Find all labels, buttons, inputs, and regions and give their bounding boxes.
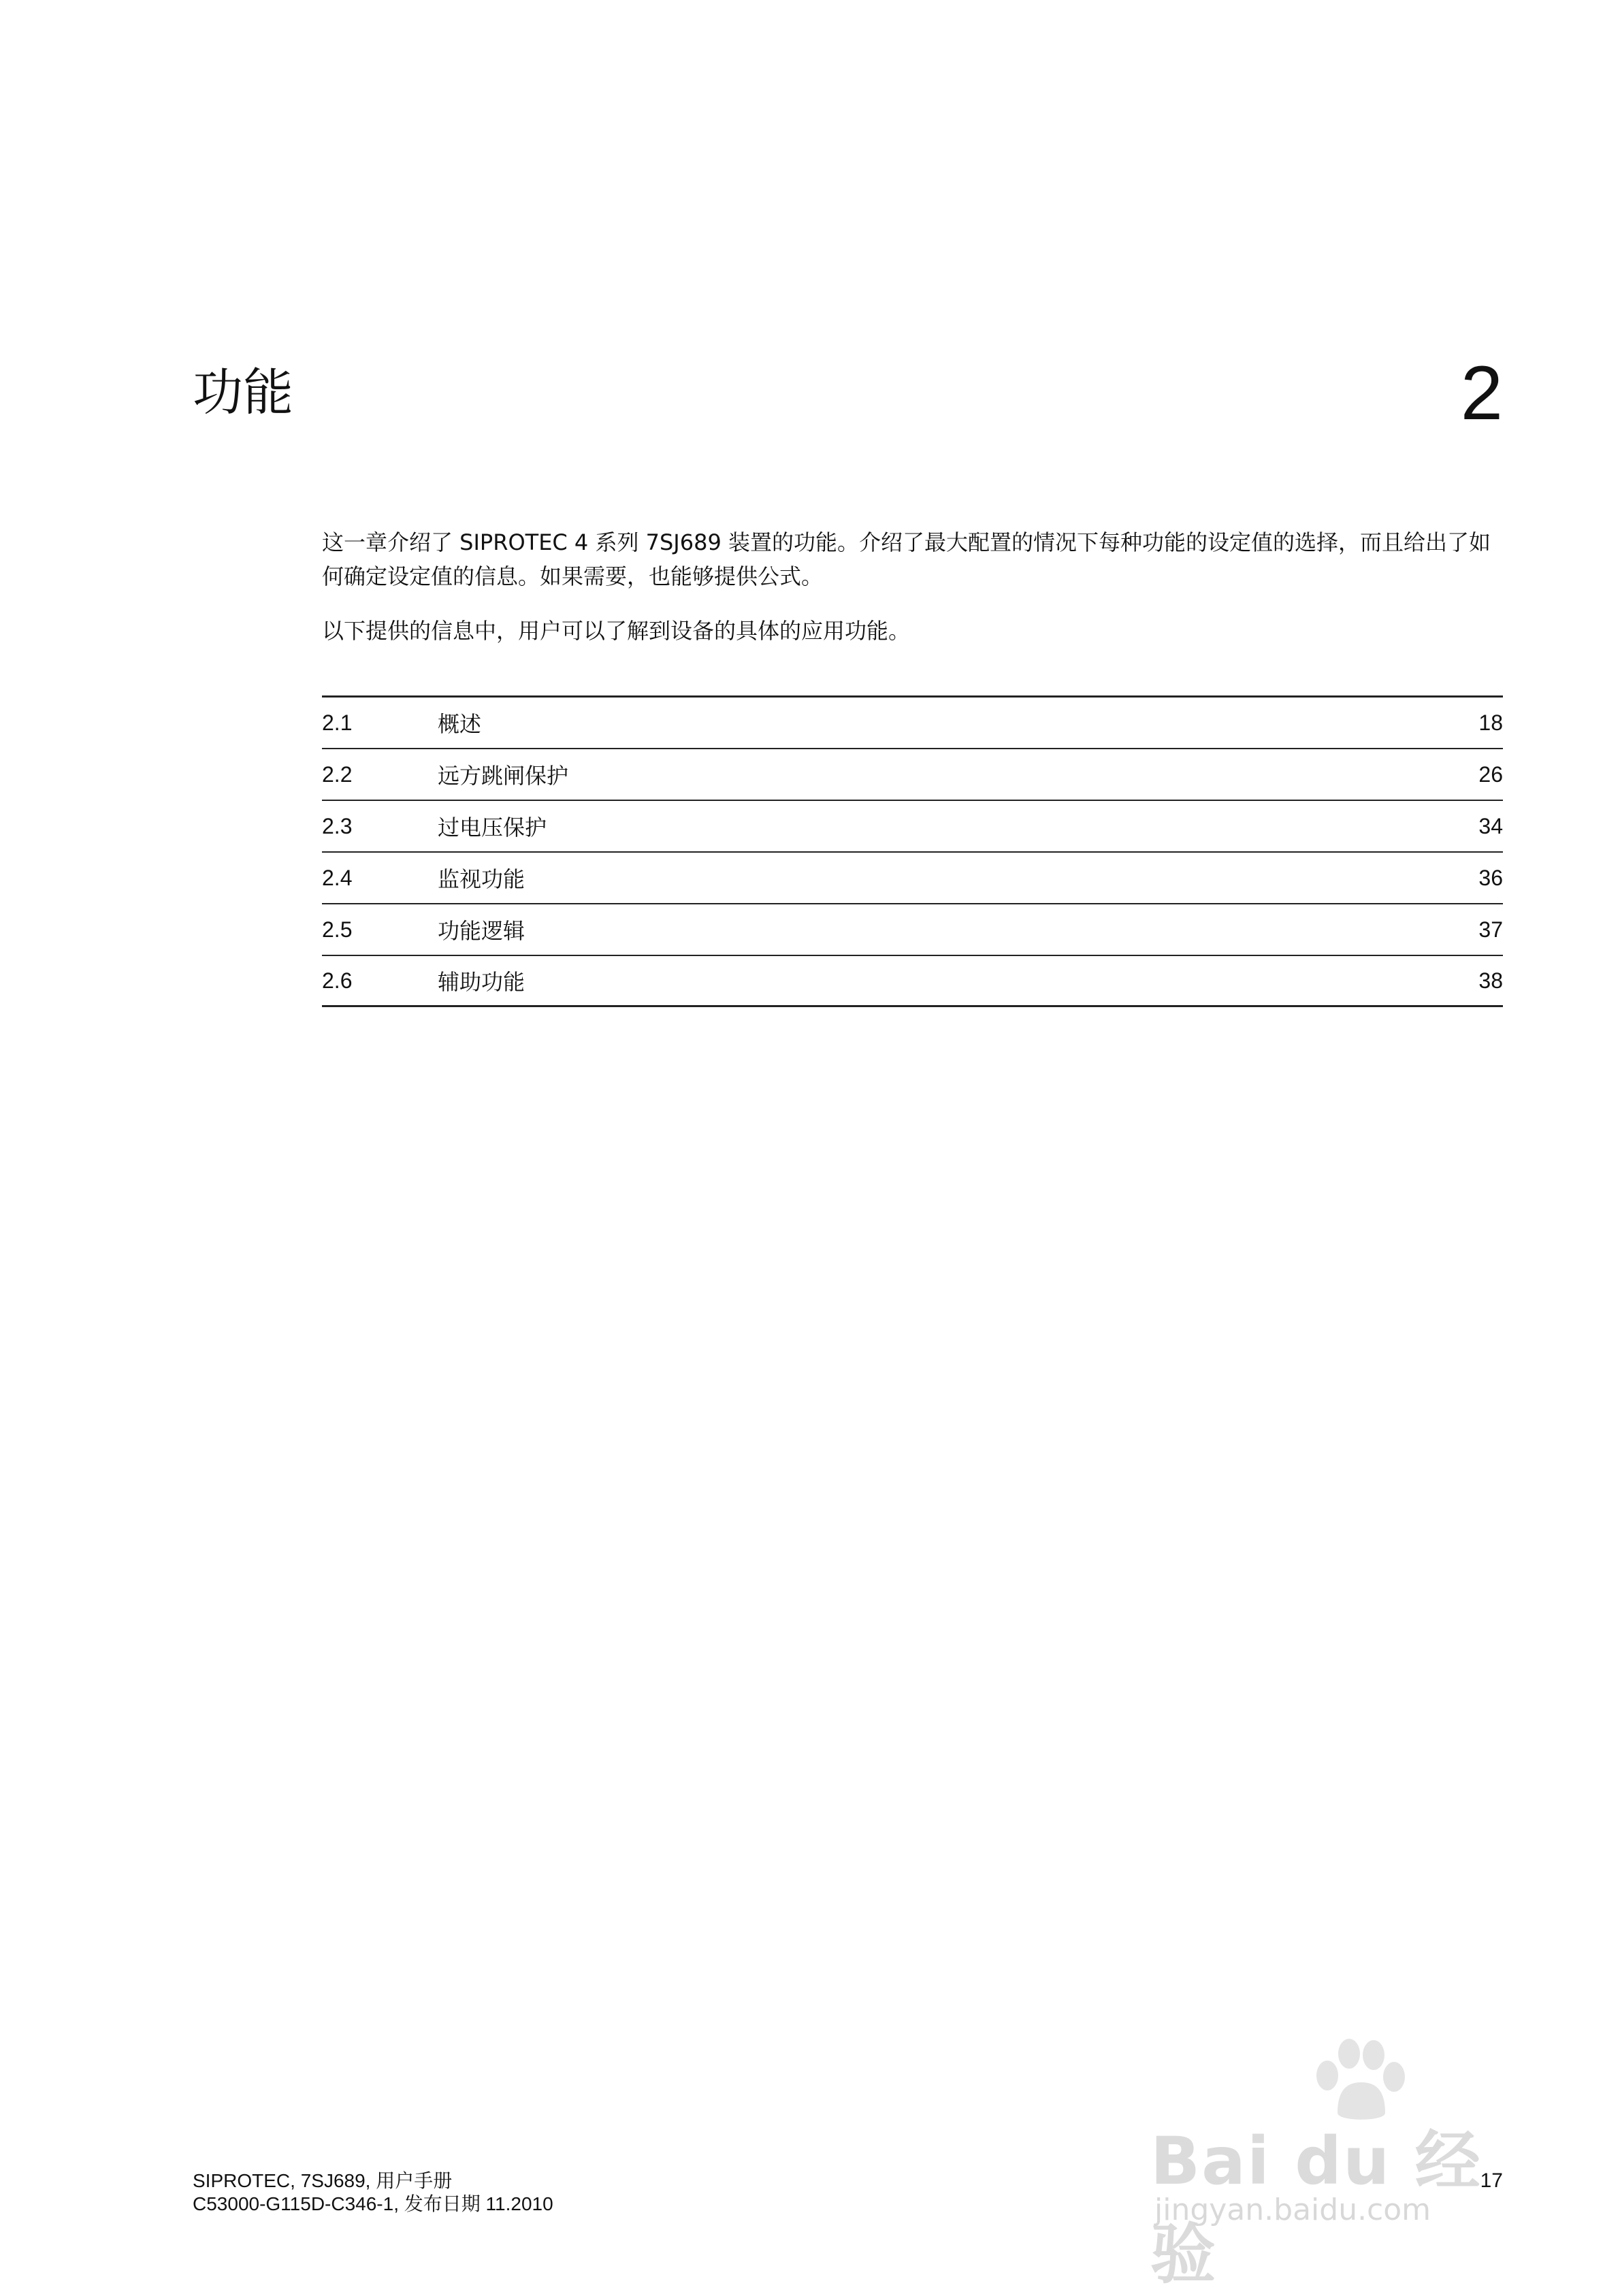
chapter-title: 功能 (193, 363, 293, 422)
toc-section-title: 功能逻辑 (438, 918, 525, 944)
intro-paragraph-1: 这一章介绍了 SIPROTEC 4 系列 7SJ689 装置的功能。介绍了最大配置的情况下每种功能的设定值的选择，而且给出了如何确定设定值的信息。如果需要，也能够提供公式。 (322, 529, 1491, 589)
toc-section-number: 2.4 (322, 865, 353, 890)
chapter-number: 2 (1460, 350, 1503, 436)
toc-section-number: 2.3 (322, 813, 353, 838)
footer-document-id: C53000-G115D-C346-1, 发布日期 11.2010 (193, 2193, 553, 2214)
toc-entry-2-1[interactable] (322, 698, 1503, 749)
toc-section-number: 2.6 (322, 968, 353, 993)
table-of-contents (322, 695, 1503, 1007)
toc-entry-2-2[interactable] (322, 749, 1503, 801)
page-footer (193, 2169, 553, 2216)
intro-paragraph-2: 以下提供的信息中，用户可以了解到设备的具体的应用功能。 (322, 618, 911, 644)
toc-page-number: 38 (1478, 968, 1503, 993)
toc-entry-2-5[interactable] (322, 904, 1503, 956)
toc-page-number: 36 (1478, 865, 1503, 890)
toc-section-title: 辅助功能 (438, 969, 525, 995)
baidu-jingyan-watermark (1150, 2035, 1532, 2293)
toc-entry-2-3[interactable] (322, 801, 1503, 853)
toc-page-number: 34 (1478, 813, 1503, 838)
toc-section-number: 2.5 (322, 917, 353, 942)
toc-section-title: 监视功能 (438, 866, 525, 892)
toc-page-number: 37 (1478, 917, 1503, 942)
toc-section-number: 2.2 (322, 761, 353, 787)
toc-section-title: 概述 (438, 711, 482, 737)
toc-entry-2-4[interactable] (322, 853, 1503, 904)
toc-section-title: 远方跳闸保护 (438, 763, 569, 789)
intro-text (322, 525, 1503, 668)
toc-entry-2-6[interactable] (322, 956, 1503, 1007)
toc-page-number: 26 (1478, 761, 1503, 787)
toc-section-number: 2.1 (322, 710, 353, 735)
toc-section-title: 过电压保护 (438, 815, 547, 840)
watermark-logo: Bai du 经验 (1150, 2123, 1482, 2293)
watermark-url: jingyan.baidu.com (1154, 2193, 1431, 2227)
footer-product-line: SIPROTEC, 7SJ689, 用户手册 (193, 2170, 453, 2191)
toc-page-number: 18 (1478, 710, 1503, 735)
page-number: 17 (1480, 2169, 1503, 2192)
